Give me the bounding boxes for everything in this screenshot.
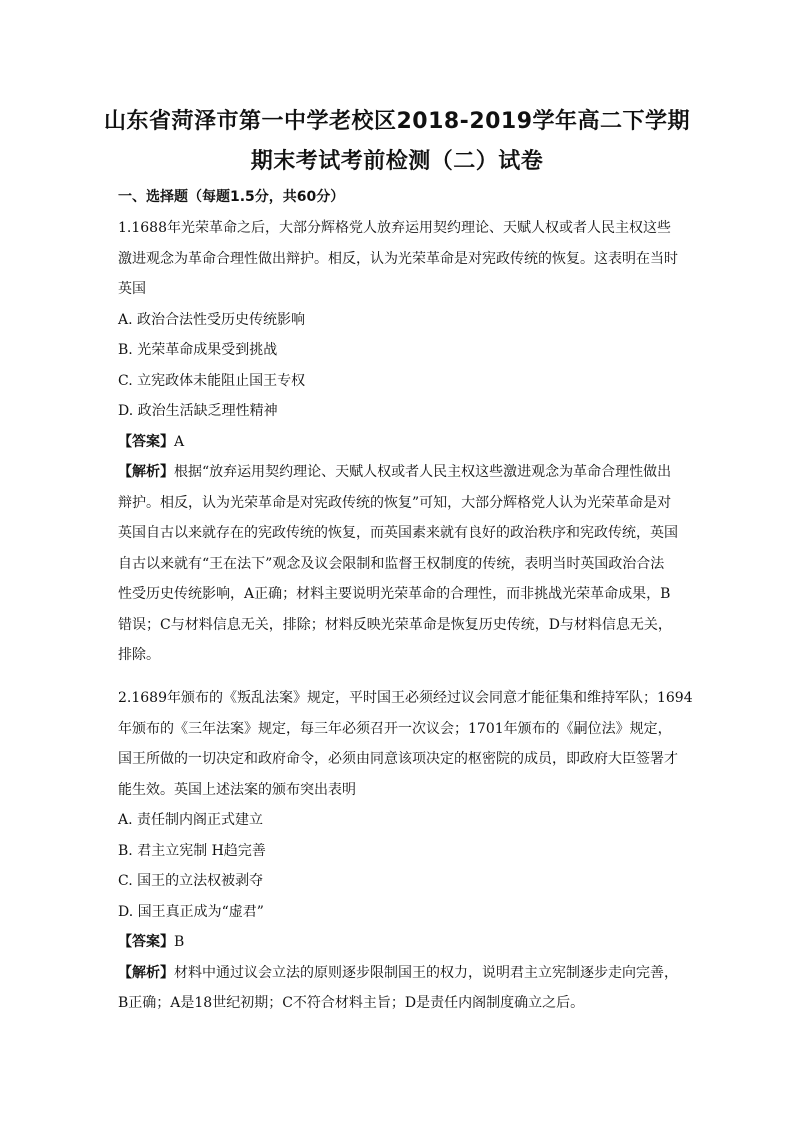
option-a: A. 政治合法性受历史传统影响 <box>118 311 306 328</box>
analysis-line: 自古以来就有“王在法下”观念及议会限制和监督王权制度的传统，表明当时英国政治合法 <box>118 555 665 572</box>
analysis-line <box>118 457 678 488</box>
analysis-label: 【解析】 <box>118 464 174 480</box>
option-b: B. 君主立宪制 H趋完善 <box>118 842 266 859</box>
analysis-line: 性受历史传统影响，A正确；材料主要说明光荣革命的合理性，而非挑战光荣革命成果，B <box>118 586 671 602</box>
answer-value: B <box>174 934 185 950</box>
question-stem-line: 1.1688年光荣革命之后，大部分辉格党人放弃运用契约理论、天赋人权或者人民主权这些 <box>118 220 671 236</box>
section-heading: 一、选择题（每题1.5分，共60分） <box>118 189 345 205</box>
question-stem-line: 英国 <box>118 281 146 297</box>
question-1 <box>118 213 678 671</box>
analysis-line <box>118 958 678 989</box>
analysis-line: B正确；A是18世纪初期；C不符合材料主旨；D是责任内阁制度确立之后。 <box>118 995 585 1011</box>
analysis-label: 【解析】 <box>118 964 174 981</box>
title-line-1: 山东省菏泽市第一中学老校区2018-2019学年高二下学期 <box>103 109 691 134</box>
option-c: C. 立宪政体未能阻止国王专权 <box>118 372 306 389</box>
option-d: D. 政治生活缺乏理性精神 <box>118 403 278 419</box>
analysis-line: 错误；C与材料信息无关，排除；材料反映光荣革命是恢复历史传统，D与材料信息无关， <box>118 616 672 633</box>
answer-row <box>118 427 678 458</box>
analysis-text: 材料中通过议会立法的原则逐步限制国王的权力，说明君主立宪制逐步走向完善， <box>174 964 678 981</box>
question-stem-line: 国王所做的一切决定和政府命令，必须由同意该项决定的枢密院的成员，即政府大臣签署才 <box>118 751 678 767</box>
answer-label: 【答案】 <box>118 433 174 450</box>
question-stem-line: 2.1689年颁布的《叛乱法案》规定，平时国王必须经过议会同意才能征集和维持军队；1694 <box>118 690 693 706</box>
question-stem-line: 年颁布的《三年法案》规定，每三年必须召开一次议会；1701年颁布的《嗣位法》规定， <box>118 720 672 737</box>
analysis-line: 辩护。相反，认为光荣革命是对宪政传统的恢复”可知，大部分辉格党人认为光荣革命是对 <box>118 494 672 511</box>
analysis-text: 根据“放弃运用契约理论、天赋人权或者人民主权这些激进观念为革命合理性做出 <box>174 464 672 480</box>
title-line-2: 期末考试考前检测（二）试卷 <box>250 149 544 174</box>
option-a: A. 责任制内阁正式建立 <box>118 812 264 828</box>
question-2 <box>118 683 693 1019</box>
option-d: D. 国王真正成为“虚君” <box>118 903 264 920</box>
answer-row <box>118 927 678 958</box>
answer-value: A <box>174 433 185 450</box>
answer-label: 【答案】 <box>118 934 174 950</box>
analysis-line: 英国自古以来就存在的宪政传统的恢复，而英国素来就有良好的政治秩序和宪政传统，英国 <box>118 525 678 541</box>
question-stem-line: 激进观念为革命合理性做出辩护。相反，认为光荣革命是对宪政传统的恢复。这表明在当时 <box>118 250 678 267</box>
option-c: C. 国王的立法权被剥夺 <box>118 873 264 889</box>
analysis-line: 排除。 <box>118 647 160 663</box>
option-b: B. 光荣革命成果受到挑战 <box>118 342 278 358</box>
question-stem-line: 能生效。英国上述法案的颁布突出表明 <box>118 781 356 798</box>
